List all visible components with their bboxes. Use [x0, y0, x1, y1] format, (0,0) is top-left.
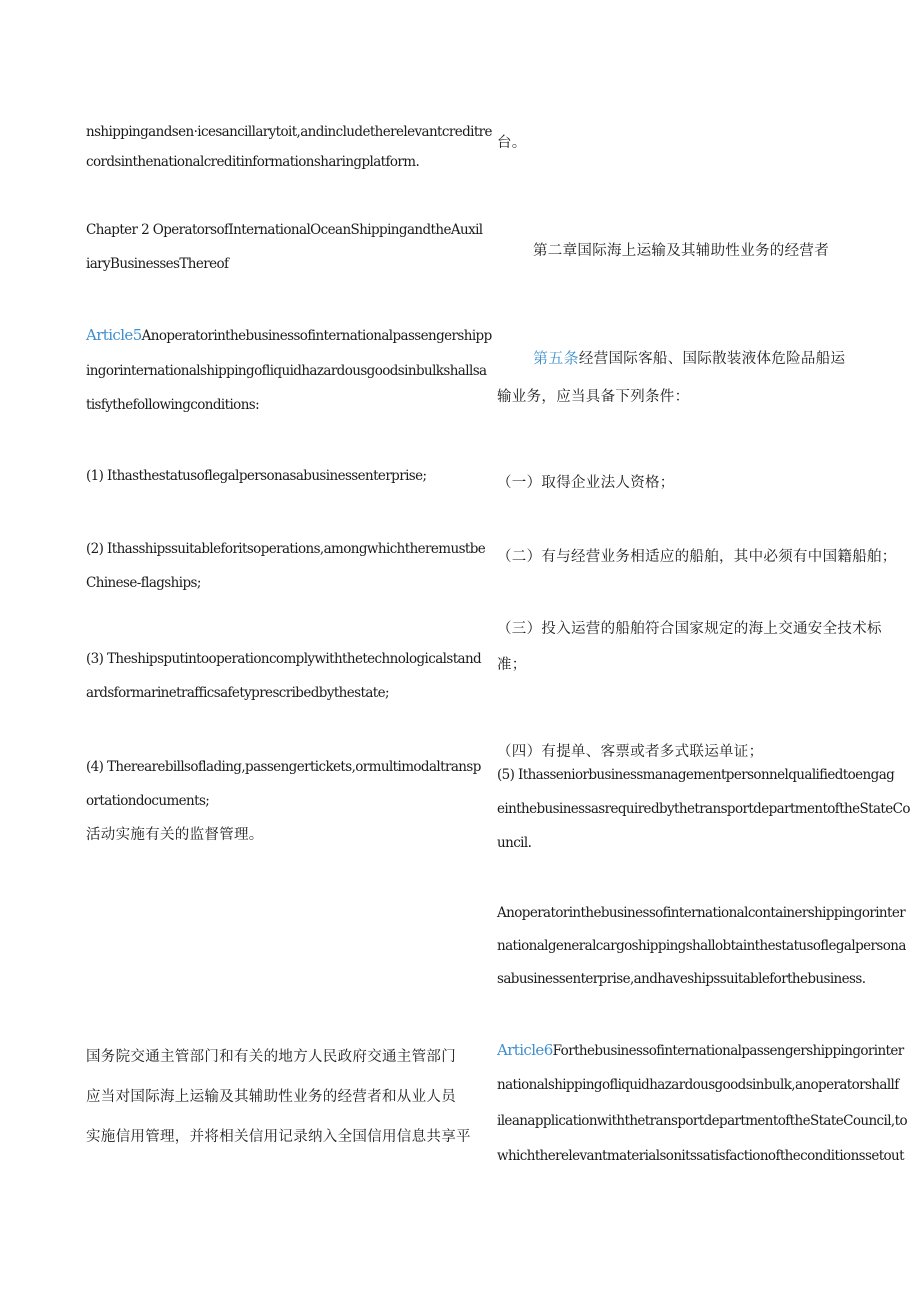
article-5-label: Article5 — [86, 326, 142, 344]
zh-article-5-line-1 — [533, 341, 845, 376]
container-shipping-line-2: nationalgeneralcargoshippingshallobtainthestatusoflegalpersona — [497, 938, 906, 954]
article-6-line-4: whichtherelevantmaterialsonitssatisfactionoftheconditionssetout — [497, 1148, 904, 1164]
article-5-line-1 — [86, 318, 492, 353]
condition-4-line-1: (4) Therearebillsoflading,passengertickets,ormultimodaltransp — [86, 759, 481, 775]
zh-article-5-line-2: 输业务，应当具备下列条件： — [497, 389, 690, 405]
condition-2-line-1: (2) Ithasshipssuitableforitsoperations,amongwhichtheremustbe — [86, 541, 486, 557]
container-shipping-line-1: Anoperatorinthebusinessofinternationalcontainershippingorinter — [497, 905, 906, 921]
zh-supervision-text: 活动实施有关的监督管理。 — [86, 827, 264, 843]
zh-condition-2: （二）有与经营业务相适应的船舶，其中必须有中国籍船舶； — [497, 549, 897, 565]
article-6-text: Forthebusinessofinternationalpassengershippingorinter — [552, 1043, 904, 1059]
condition-1: (1) Ithasthestatusoflegalpersonasabusinessenterprise; — [86, 468, 427, 484]
zh-condition-1: （一）取得企业法人资格； — [497, 475, 675, 491]
zh-credit-line-3: 实施信用管理，并将相关信用记录纳入全国信用信息共享平 — [86, 1129, 471, 1145]
zh-chapter-2-title: 第二章国际海上运输及其辅助性业务的经营者 — [533, 243, 829, 259]
condition-3-line-1: (3) Theshipsputintooperationcomplywiththetechnologicalstand — [86, 651, 482, 667]
article-6-line-1 — [497, 1033, 904, 1068]
article-6-line-3: ileanapplicationwiththetransportdepartmentoftheStateCouncil,to — [497, 1113, 907, 1129]
zh-article-5-text: 经营国际客船、国际散装液体危险品船运 — [578, 351, 846, 367]
condition-4-line-2: ortationdocuments; — [86, 793, 210, 809]
left-intro-line-2: cordsinthenationalcreditinformationsharingplatform. — [86, 154, 420, 170]
article-5-line-3: tisfythefollowingconditions: — [86, 397, 260, 413]
article-5-text: Anoperatorinthebusinessofinternationalpassengershipp — [141, 328, 492, 344]
chapter-2-title-line-2: iaryBusinessesThereof — [86, 256, 229, 272]
zh-condition-4: （四）有提单、客票或者多式联运单证； — [497, 744, 764, 760]
article-6-label: Article6 — [497, 1041, 553, 1059]
condition-3-line-2: ardsformarinetrafficsafetyprescribedbythestate; — [86, 685, 389, 701]
chapter-2-title-line-1: Chapter 2 OperatorsofInternationalOceanShippingandtheAuxil — [86, 222, 483, 238]
container-shipping-line-3: sabusinessenterprise,andhaveshipssuitableforthebusiness. — [497, 971, 866, 987]
condition-5-line-2: einthebusinessasrequiredbythetransportdepartmentoftheStateCo — [497, 801, 910, 817]
zh-article-5-label: 第五条 — [533, 349, 579, 367]
left-intro-line-1: nshippingandsen·icesancillarytoit,andincludetherelevantcreditre — [86, 124, 492, 140]
condition-5-line-1: (5) Ithasseniorbusinessmanagementpersonnelqualifiedtoengag — [497, 767, 895, 783]
zh-condition-3-line-2: 准； — [497, 657, 527, 673]
zh-credit-line-1: 国务院交通主管部门和有关的地方人民政府交通主管部门 — [86, 1049, 456, 1065]
condition-5-line-3: uncil. — [497, 835, 532, 851]
zh-credit-line-2: 应当对国际海上运输及其辅助性业务的经营者和从业人员 — [86, 1089, 456, 1105]
article-5-line-2: ingorinternationalshippingofliquidhazardousgoodsinbulkshallsa — [86, 363, 487, 379]
zh-condition-3-line-1: （三）投入运营的船舶符合国家规定的海上交通安全技术标 — [497, 621, 882, 637]
condition-2-line-2: Chinese-flagships; — [86, 575, 201, 591]
article-6-line-2: nationalshippingofliquidhazardousgoodsinbulk,anoperatorshallf — [497, 1077, 899, 1093]
zh-platform-end: 台。 — [497, 135, 527, 151]
